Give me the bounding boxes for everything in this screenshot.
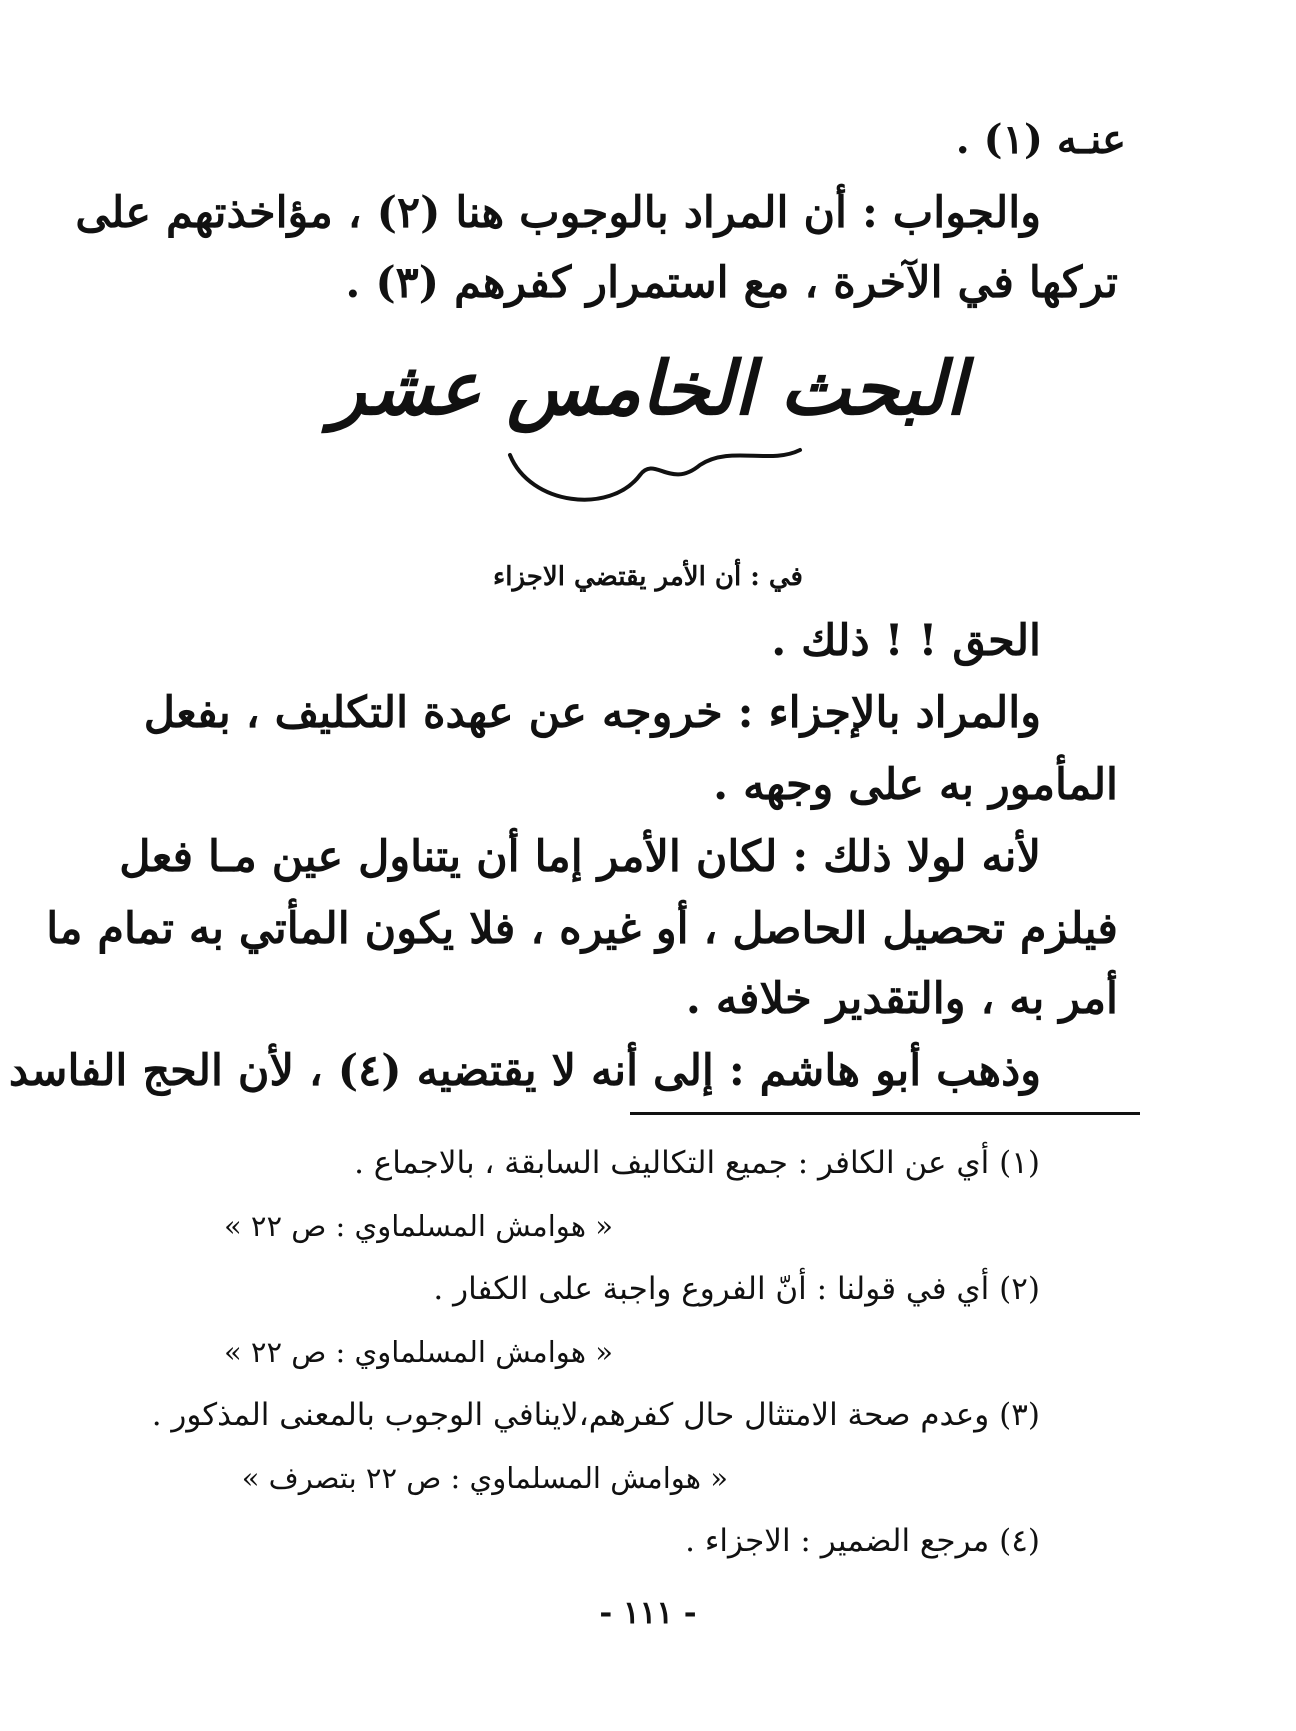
continuation-text: عنـه (١) . [955,116,1126,163]
footnote-reference: « هوامش المسلماوي : ص ٢٢ » [223,1335,613,1369]
body-line: والجواب : أن المراد بالوجوب هنا (٢) ، مؤاخذتهم على [75,188,1041,238]
content-line: وذهب أبو هاشم : إلى أنه لا يقتضيه (٤) ، لأن الحج الفاسد [8,1046,1041,1096]
footnote: (٤) مرجع الضمير : الاجزاء . [685,1523,1040,1559]
footnote-separator [630,1112,1140,1115]
page-number: - ١١١ - [599,1595,697,1631]
footnote-reference: « هوامش المسلماوي : ص ٢٢ » [223,1209,613,1243]
content-line: لأنه لولا ذلك : لكان الأمر إما أن يتناول عين مـا فعل [119,832,1041,882]
content-line: المأمور به على وجهه . [713,760,1118,810]
body-line: تركها في الآخرة ، مع استمرار كفرهم (٣) . [345,258,1118,308]
footnote: (٢) أي في قولنا : أنّ الفروع واجبة على الكفار . [433,1271,1040,1307]
content-line: الحق ! ! ذلك . [771,616,1041,666]
section-subheading: في : أن الأمر يقتضي الاجزاء [493,562,803,592]
section-heading: البحث الخامس عشر [330,346,966,432]
calligraphy-flourish [470,395,830,515]
content-line: فيلزم تحصيل الحاصل ، أو غيره ، فلا يكون المأتي به تمام ما [46,904,1118,954]
footnote: (٣) وعدم صحة الامتثال حال كفرهم،لاينافي الوجوب بالمعنى المذكور . [151,1397,1040,1433]
footnote-reference: « هوامش المسلماوي : ص ٢٢ بتصرف » [241,1461,728,1495]
content-line: والمراد بالإجزاء : خروجه عن عهدة التكليف ، بفعل [143,688,1041,738]
content-line: أمر به ، والتقدير خلافه . [685,974,1118,1024]
footnote: (١) أي عن الكافر : جميع التكاليف السابقة ، بالاجماع . [354,1145,1040,1181]
